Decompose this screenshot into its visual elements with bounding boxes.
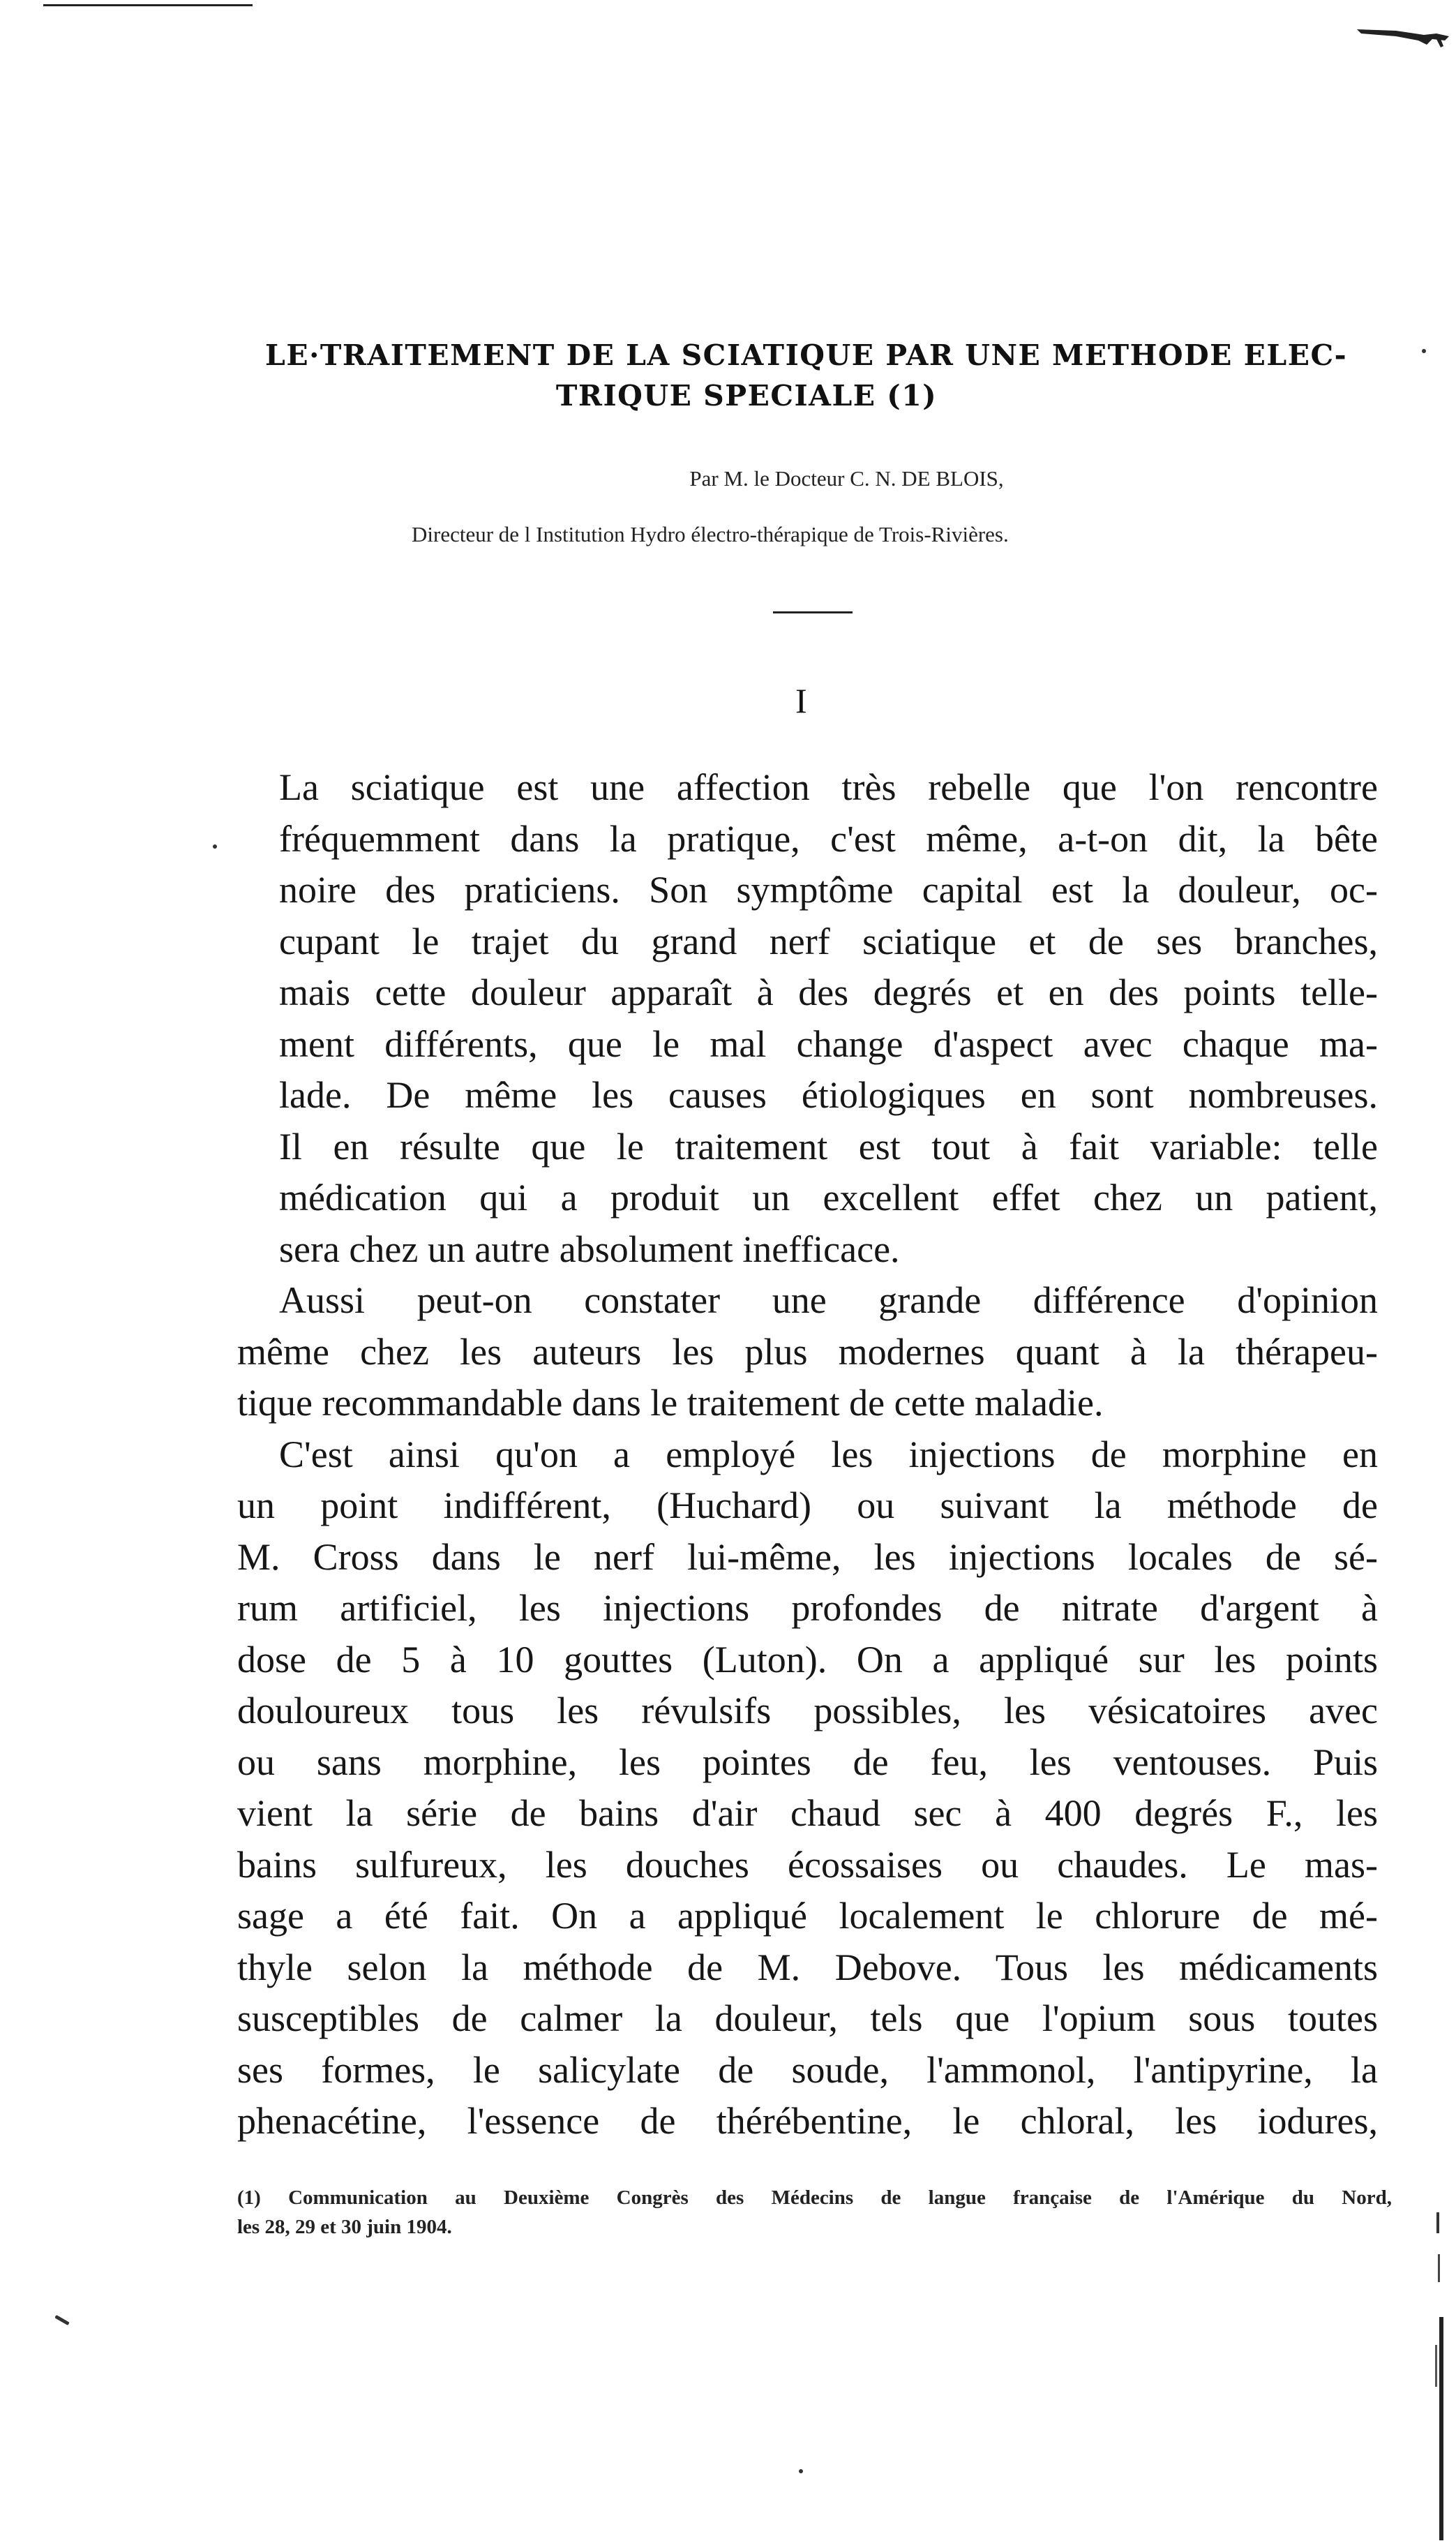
- scan-speck: [1422, 349, 1426, 353]
- section-number: I: [795, 681, 807, 720]
- text-line: susceptibles de calmer la douleur, tels que l'opium sous toutes: [237, 1997, 1378, 2039]
- text-line: ment différents, que le mal change d'aspect avec chaque ma-: [279, 1022, 1378, 1065]
- text-line: C'est ainsi qu'on a employé les injections de morphine en: [279, 1433, 1378, 1475]
- text-line: ses formes, le salicylate de soude, l'ammonol, l'antipyrine, la: [237, 2048, 1378, 2091]
- scan-speck: [799, 2469, 803, 2473]
- text-line: La sciatique est une affection très rebelle que l'on rencontre: [279, 766, 1378, 808]
- text-line: sage a été fait. On a appliqué localement le chlorure de mé-: [237, 1895, 1378, 1937]
- text-line: un point indifférent, (Huchard) ou suivant la méthode de: [237, 1484, 1378, 1526]
- text-line: mais cette douleur apparaît à des degrés et en des points telle-: [279, 971, 1378, 1013]
- text-line: même chez les auteurs les plus modernes quant à la thérapeu-: [237, 1330, 1378, 1373]
- article-body: [237, 762, 1378, 2147]
- paragraph-2: [237, 1275, 1378, 1429]
- text-line: sera chez un autre absolument inefficace.: [279, 1228, 900, 1270]
- text-line: médication qui a produit un excellent effet chez un patient,: [279, 1177, 1378, 1219]
- footnote: [237, 2183, 1392, 2242]
- text-line: fréquemment dans la pratique, c'est même, a-t-on dit, la bête: [279, 817, 1378, 860]
- text-line: ou sans morphine, les pointes de feu, les ventouses. Puis: [237, 1741, 1378, 1783]
- scan-speck: [213, 844, 217, 849]
- text-line: douloureux tous les révulsifs possibles, les vésicatoires avec: [237, 1690, 1378, 1731]
- paragraph-1: [237, 762, 1378, 1275]
- text-line: thyle selon la méthode de M. Debove. Tous les médicaments: [237, 1946, 1378, 1988]
- text-line: noire des praticiens. Son symptôme capital est la douleur, oc-: [279, 869, 1378, 911]
- text-line: rum artificiel, les injections profondes de nitrate d'argent à: [237, 1587, 1378, 1629]
- footnote-line: (1) Communication au Deuxième Congrès des Médecins de langue française de l'Amérique du Nord,: [237, 2186, 1392, 2209]
- text-line: phenacétine, l'essence de thérébentine, le chloral, les iodures,: [237, 2100, 1378, 2142]
- author-affiliation: Directeur de l Institution Hydro électro-thérapique de Trois-Rivières.: [412, 522, 1009, 546]
- top-edge-rule: [43, 4, 253, 6]
- text-line: cupant le trajet du grand nerf sciatique et de ses branches,: [279, 920, 1378, 962]
- scan-speck: [54, 2315, 70, 2325]
- text-line: lade. De même les causes étiologiques en sont nombreuses.: [279, 1074, 1378, 1116]
- section-divider: [773, 611, 853, 613]
- text-line: bains sulfureux, les douches écossaises ou chaudes. Le mas-: [237, 1843, 1378, 1886]
- paragraph-3: [237, 1429, 1378, 2147]
- scan-corner-mark: [1354, 25, 1452, 49]
- text-line: dose de 5 à 10 gouttes (Luton). On a appliqué sur les points: [237, 1638, 1378, 1681]
- article-title: [265, 335, 1381, 416]
- text-line: Il en résulte que le traitement est tout à fait variable: telle: [279, 1125, 1378, 1168]
- author-byline: Par M. le Docteur C. N. DE BLOIS,: [689, 466, 1004, 491]
- text-line: Aussi peut-on constater une grande différence d'opinion: [279, 1279, 1378, 1321]
- text-line: vient la série de bains d'air chaud sec à 400 degrés F., les: [237, 1792, 1378, 1834]
- title-line-2: TRIQUE SPECIALE (1): [555, 379, 938, 412]
- text-line: tique recommandable dans le traitement de cette maladie.: [237, 1382, 1104, 1424]
- scan-edge-artifact: [1434, 2212, 1446, 2540]
- footnote-line: les 28, 29 et 30 juin 1904.: [237, 2216, 452, 2238]
- text-line: M. Cross dans le nerf lui-même, les injections locales de sé-: [237, 1535, 1378, 1578]
- title-line-1: LE·TRAITEMENT DE LA SCIATIQUE PAR UNE METHODE ELEC-: [265, 338, 1348, 372]
